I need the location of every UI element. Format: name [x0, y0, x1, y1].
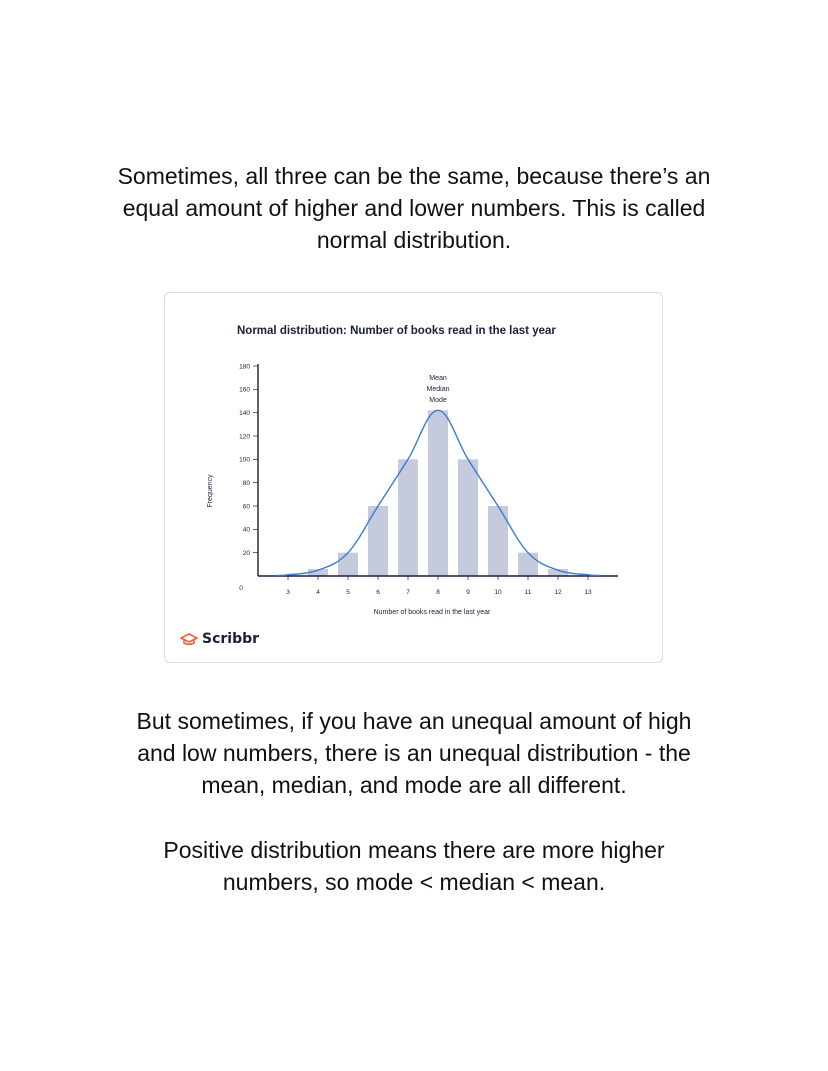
x-axis-label: Number of books read in the last year [373, 609, 491, 616]
x-axis-ticks [286, 576, 592, 596]
paragraph-line: and low numbers, there is an unequal distribution - the [137, 740, 691, 766]
bar [518, 553, 538, 576]
y-axis-label: Frequency [207, 474, 214, 508]
paragraph-line: Sometimes, all three can be the same, because there’s an [117, 163, 711, 189]
paragraph-line: normal distribution. [316, 227, 512, 253]
x-tick-label: 3 [286, 589, 290, 596]
paragraph-line: equal amount of higher and lower numbers. This is called [122, 195, 706, 221]
y-tick-label: 20 [242, 549, 250, 557]
bar [428, 410, 448, 576]
paragraph-unequal-distribution [0, 705, 828, 801]
y-tick-label: 40 [242, 526, 250, 534]
paragraph-line: But sometimes, if you have an unequal amount of high [136, 708, 692, 734]
peak-annotation: Median [426, 386, 450, 393]
y-axis-ticks [239, 363, 258, 592]
x-tick-label: 5 [346, 589, 350, 596]
y-tick-label: 140 [239, 409, 250, 417]
x-tick-label: 8 [436, 589, 440, 596]
bar [458, 459, 478, 576]
peak-annotations [427, 375, 450, 404]
y-tick-label: 60 [242, 503, 250, 511]
scribbr-brand [179, 631, 259, 647]
y-tick-label: 120 [239, 433, 250, 441]
x-tick-label: 11 [524, 589, 532, 596]
peak-annotation: Mean [429, 375, 447, 382]
paragraph-normal-distribution [0, 160, 828, 256]
x-tick-label: 7 [406, 589, 410, 596]
y-tick-label: 80 [242, 479, 250, 487]
scribbr-logo-icon [179, 632, 199, 646]
bar [338, 553, 358, 576]
bar [398, 459, 418, 576]
x-tick-label: 9 [466, 589, 470, 596]
normal-distribution-chart [165, 293, 664, 664]
paragraph-line: mean, median, and mode are all different. [201, 772, 627, 798]
paragraph-line: Positive distribution means there are more higher [163, 837, 665, 863]
chart-title: Normal distribution: Number of books read in the last year [237, 325, 556, 337]
brand-name: Scribbr [202, 631, 260, 647]
paragraph-positive-distribution [0, 834, 828, 898]
x-tick-label: 4 [316, 589, 320, 596]
bars [278, 410, 598, 576]
y-tick-label: 180 [239, 363, 250, 371]
paragraph-line: numbers, so mode < median < mean. [222, 869, 606, 895]
x-tick-label: 12 [554, 589, 562, 596]
y-tick-label: 0 [239, 585, 243, 592]
x-tick-label: 10 [494, 589, 502, 596]
y-tick-label: 160 [239, 386, 250, 394]
x-tick-label: 13 [584, 589, 592, 596]
chart-card [164, 292, 663, 663]
x-tick-label: 6 [376, 589, 380, 596]
y-tick-label: 100 [239, 456, 250, 464]
peak-annotation: Mode [429, 397, 447, 404]
